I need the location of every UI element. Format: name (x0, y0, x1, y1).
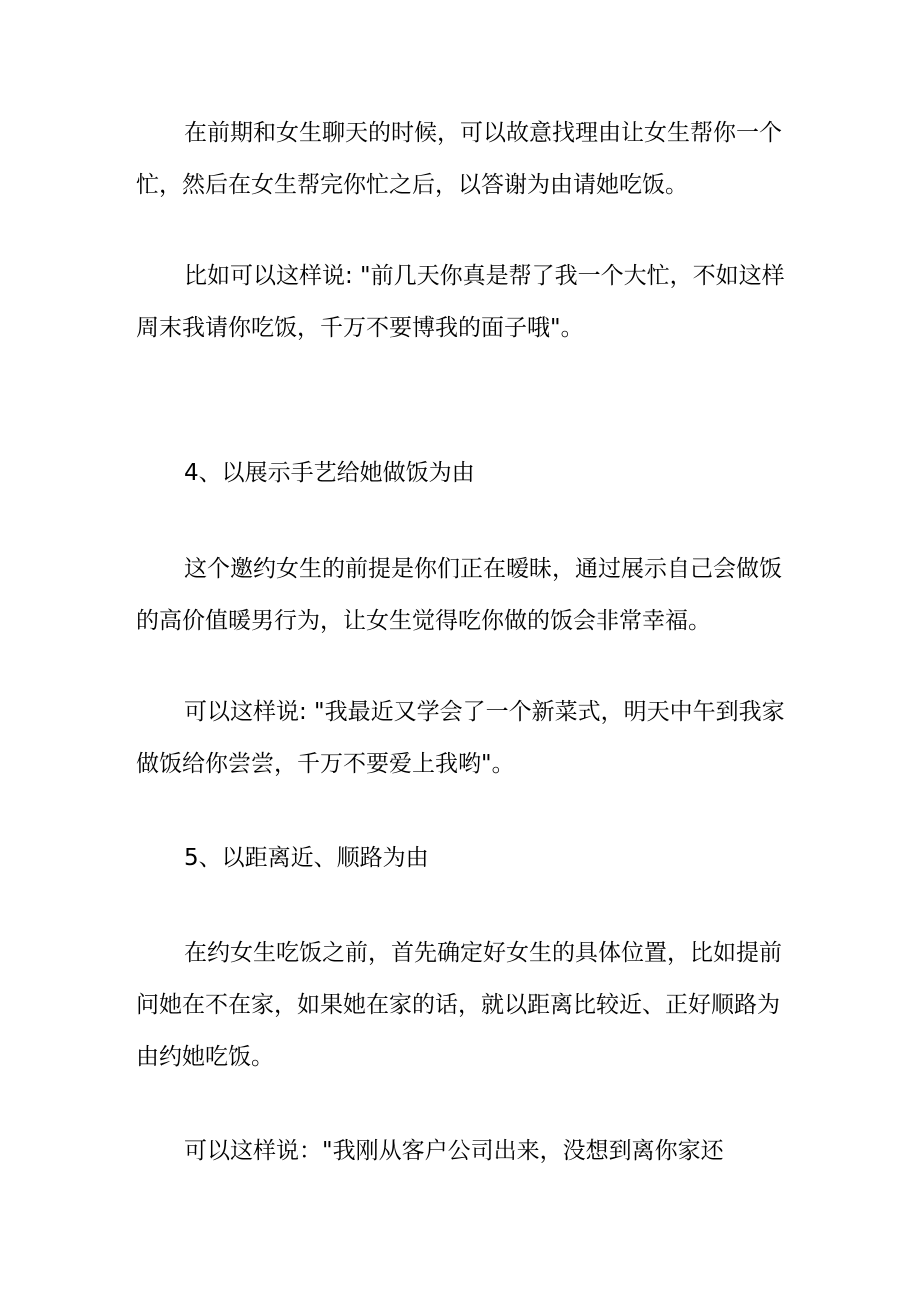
paragraph-nearby-excuse (136, 927, 796, 1083)
text-line: 做饭给你尝尝，千万不要爱上我哟"。 (136, 751, 515, 777)
text-line: 周末我请你吃饭，千万不要博我的面子哦"。 (136, 315, 584, 341)
text-line: 在约女生吃饭之前，首先确定好女生的具体位置，比如提前 (184, 940, 782, 966)
text-line: 可以这样说: "我最近又学会了一个新菜式，明天中午到我家 (184, 699, 785, 725)
heading-text: 5、以距离近、顺路为由 (184, 845, 429, 871)
text-line: 的高价值暖男行为，让女生觉得吃你做的饭会非常幸福。 (136, 608, 711, 634)
paragraph-cooking-excuse (136, 543, 796, 647)
text-line: 由约她吃饭。 (136, 1044, 274, 1070)
section-heading-4 (136, 447, 796, 499)
text-line: 问她在不在家，如果她在家的话，就以距离比较近、正好顺路为 (136, 992, 780, 1018)
text-line: 可以这样说："我刚从客户公司出来，没想到离你家还 (184, 1138, 724, 1164)
section-heading-5 (136, 832, 796, 884)
text-line: 忙，然后在女生帮完你忙之后，以答谢为由请她吃饭。 (136, 172, 688, 198)
text-line: 比如可以这样说: "前几天你真是帮了我一个大忙，不如这样 (184, 263, 785, 289)
paragraph-nearby-example (136, 1125, 796, 1177)
paragraph-help-excuse (136, 107, 796, 211)
paragraph-cooking-example (136, 686, 796, 790)
text-line: 这个邀约女生的前提是你们正在暧昧，通过展示自己会做饭 (184, 556, 782, 582)
text-line: 在前期和女生聊天的时候，可以故意找理由让女生帮你一个 (184, 120, 782, 146)
paragraph-help-example (136, 250, 796, 354)
heading-text: 4、以展示手艺给她做饭为由 (184, 460, 475, 486)
